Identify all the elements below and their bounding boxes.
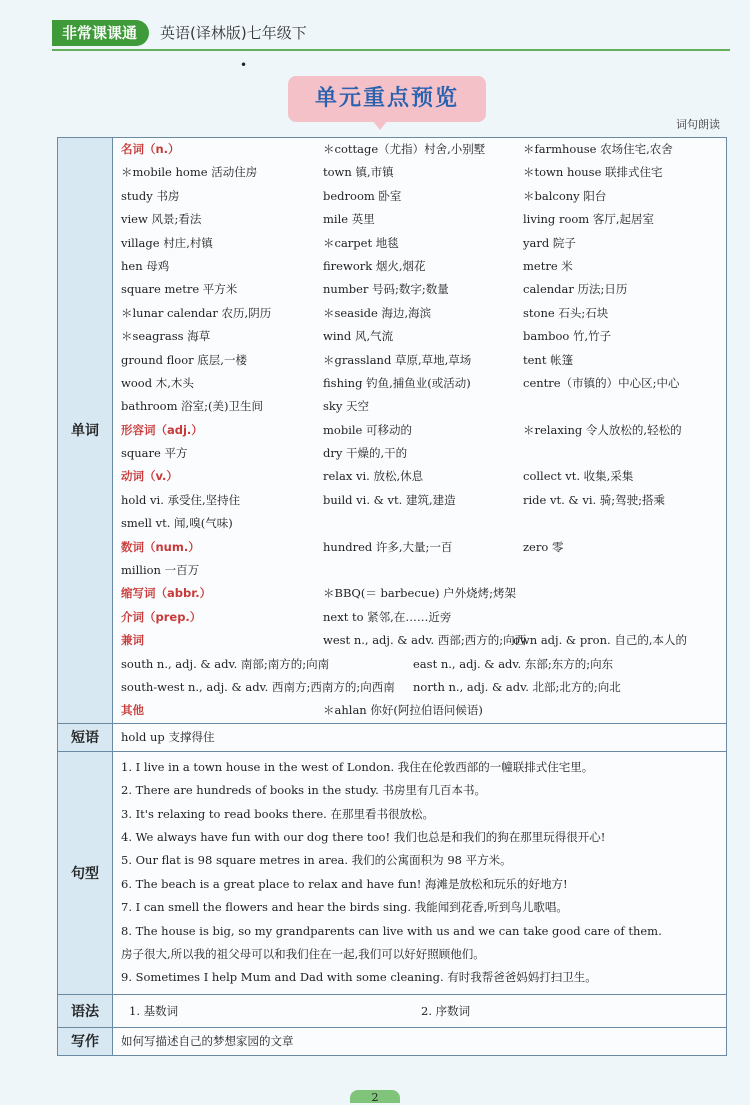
word-row — [113, 255, 726, 278]
word-entry: own adj. & pron. 自己的,本人的 — [513, 633, 687, 648]
word-row — [113, 302, 726, 325]
word-row — [113, 512, 726, 535]
word-entry: ＊cottage（尤指）村舍,小别墅 — [323, 142, 486, 156]
word-entry: south n., adj. & adv. 南部;南方的;向南 — [121, 656, 330, 671]
grammar-cell — [113, 994, 727, 1027]
sentence-list — [113, 751, 727, 994]
word-entry: next to 紧邻,在……近旁 — [323, 609, 452, 624]
word-row — [113, 232, 726, 255]
word-entry: ground floor 底层,一楼 — [121, 352, 247, 367]
category-phrases: 短语 — [58, 723, 113, 751]
title-pointer — [372, 120, 388, 130]
phrase-text: hold up 支撑得住 — [113, 723, 727, 751]
word-row — [113, 372, 726, 395]
word-entry: east n., adj. & adv. 东部;东方的;向东 — [413, 656, 614, 671]
word-entry: mobile 可移动的 — [323, 422, 413, 437]
word-entry: ＊carpet 地毯 — [323, 235, 399, 250]
word-row — [113, 582, 726, 605]
page-title: 单元重点预览 — [288, 76, 486, 122]
word-entry: firework 烟火,烟花 — [323, 258, 426, 273]
part-of-speech-label: 名词（n.） — [121, 142, 180, 156]
category-words: 单词 — [58, 138, 113, 724]
read-aloud-label[interactable]: 词句朗读 — [676, 118, 720, 131]
word-row — [113, 442, 726, 465]
grammar-item: 2. 序数词 — [421, 1003, 471, 1018]
page-number: 2 — [350, 1090, 400, 1103]
word-entry: hold vi. 承受住,坚持住 — [121, 492, 241, 507]
word-entry: mile 英里 — [323, 212, 375, 227]
header-divider — [52, 49, 730, 51]
word-row — [113, 349, 726, 372]
word-row — [113, 185, 726, 208]
word-entry: sky 天空 — [323, 399, 370, 414]
word-row — [113, 606, 726, 629]
part-of-speech-label: 动词（v.） — [121, 469, 178, 484]
phrases-section — [58, 723, 727, 751]
word-entry: tent 帐篷 — [523, 352, 574, 367]
word-grid — [113, 138, 727, 724]
word-entry: metre 米 — [523, 258, 573, 273]
sentence-item: 4. We always have fun with our dog there too! 我们也总是和我们的狗在那里玩得很开心! — [121, 829, 606, 844]
word-entry: number 号码;数字;数量 — [323, 282, 449, 297]
word-entry: million 一百万 — [121, 563, 200, 578]
word-entry: smell vt. 闻,嗅(气味) — [121, 516, 233, 531]
word-entry: build vi. & vt. 建筑,建造 — [323, 492, 456, 507]
word-entry: square metre 平方米 — [121, 282, 238, 297]
sentence-item: 8. The house is big, so my grandparents can live with us and we can take good care of them. — [121, 923, 662, 938]
word-entry: ＊town house 联排式住宅 — [523, 165, 663, 180]
word-entry: west n., adj. & adv. 西部;西方的;向西 — [323, 633, 527, 648]
word-entry: bedroom 卧室 — [323, 188, 402, 203]
sentence-item: 3. It's relaxing to read books there. 在那里看书很放松。 — [121, 806, 434, 821]
part-of-speech-label: 兼词 — [121, 633, 144, 648]
word-row — [113, 419, 726, 442]
part-of-speech-label: 形容词（adj.） — [121, 422, 203, 437]
word-entry: ＊seagrass 海草 — [121, 329, 211, 344]
category-grammar: 语法 — [58, 994, 113, 1027]
word-entry: south-west n., adj. & adv. 西南方;西南方的;向西南 — [121, 679, 395, 694]
words-section — [58, 138, 727, 724]
sentence-item: 7. I can smell the flowers and hear the birds sing. 我能闻到花香,听到鸟儿歌唱。 — [121, 900, 568, 915]
writing-text: 如何写描述自己的梦想家园的文章 — [113, 1027, 727, 1055]
sentence-item: 5. Our flat is 98 square metres in area. 我们的公寓面积为 98 平方米。 — [121, 853, 512, 868]
sentences-section — [58, 751, 727, 994]
word-row — [113, 278, 726, 301]
word-entry: ＊balcony 阳台 — [523, 188, 607, 203]
word-entry: ＊ahlan 你好(阿拉伯语问候语) — [323, 703, 483, 718]
sentence-item: 1. I live in a town house in the west of London. 我住在伦敦西部的一幢联排式住宅里。 — [121, 759, 594, 774]
word-entry: ＊lunar calendar 农历,阴历 — [121, 305, 272, 320]
word-entry: fishing 钓鱼,捕鱼业(或活动) — [323, 375, 471, 390]
grammar-section — [58, 994, 727, 1027]
word-row — [113, 676, 726, 699]
word-row — [113, 629, 726, 652]
word-entry: wind 风,气流 — [323, 329, 394, 344]
writing-section — [58, 1027, 727, 1055]
word-entry: ride vt. & vi. 骑;驾驶;搭乘 — [523, 492, 666, 507]
word-entry: wood 木,木头 — [121, 375, 194, 390]
category-sentences: 句型 — [58, 751, 113, 994]
sentence-item: 6. The beach is a great place to relax and have fun! 海滩是放松和玩乐的好地方! — [121, 876, 568, 891]
word-entry: ＊mobile home 活动住房 — [121, 165, 258, 180]
part-of-speech-label: 缩写词（abbr.） — [121, 586, 212, 601]
word-entry: yard 院子 — [523, 235, 576, 250]
subject-label: 英语(译林版)七年级下 — [160, 24, 307, 42]
part-of-speech-label: 数词（num.） — [121, 539, 200, 554]
word-entry: living room 客厅,起居室 — [523, 212, 655, 227]
word-entry: study 书房 — [121, 188, 180, 203]
word-entry: zero 零 — [523, 539, 564, 554]
sentence-item: 2. There are hundreds of books in the study. 书房里有几百本书。 — [121, 783, 486, 798]
word-entry: centre（市镇的）中心区;中心 — [523, 375, 680, 390]
word-entry: collect vt. 收集,采集 — [523, 469, 634, 484]
word-row — [113, 559, 726, 582]
word-entry: view 风景;看法 — [121, 212, 202, 227]
word-entry: ＊grassland 草原,草地,草场 — [323, 352, 472, 367]
word-row — [113, 325, 726, 348]
part-of-speech-label: 介词（prep.） — [121, 609, 202, 624]
word-row — [113, 536, 726, 559]
word-row — [113, 653, 726, 676]
word-entry: town 镇,市镇 — [323, 165, 394, 180]
category-writing: 写作 — [58, 1027, 113, 1055]
decorative-dot: • — [240, 58, 248, 72]
word-entry: ＊BBQ(＝ barbecue) 户外烧烤;烤架 — [323, 586, 517, 601]
word-row — [113, 699, 726, 722]
word-entry: relax vi. 放松,休息 — [323, 469, 424, 484]
word-entry: hen 母鸡 — [121, 258, 170, 273]
word-entry: north n., adj. & adv. 北部;北方的;向北 — [413, 679, 621, 694]
word-row — [113, 138, 726, 161]
word-entry: ＊relaxing 令人放松的,轻松的 — [523, 422, 682, 437]
sentence-item: 房子很大,所以我的祖父母可以和我们住在一起,我们可以好好照顾他们。 — [121, 947, 485, 962]
word-entry: village 村庄,村镇 — [121, 235, 213, 250]
sentence-item: 9. Sometimes I help Mum and Dad with some cleaning. 有时我帮爸爸妈妈打扫卫生。 — [121, 970, 597, 985]
word-entry: ＊seaside 海边,海滨 — [323, 305, 432, 320]
brand-label: 非常课课通 — [52, 20, 149, 46]
word-row — [113, 395, 726, 418]
word-row — [113, 161, 726, 184]
grammar-item: 1. 基数词 — [129, 1003, 179, 1018]
word-entry: dry 干燥的,干的 — [323, 446, 408, 461]
word-row — [113, 208, 726, 231]
word-entry: bathroom 浴室;(美)卫生间 — [121, 399, 263, 414]
part-of-speech-label: 其他 — [121, 703, 144, 718]
word-entry: hundred 许多,大量;一百 — [323, 539, 453, 554]
word-entry: calendar 历法;日历 — [523, 282, 628, 297]
word-entry: ＊farmhouse 农场住宅,农舍 — [523, 142, 673, 156]
word-entry: stone 石头;石块 — [523, 305, 609, 320]
word-entry: square 平方 — [121, 446, 188, 461]
word-entry: bamboo 竹,竹子 — [523, 329, 612, 344]
page-header — [0, 18, 750, 50]
summary-table — [57, 137, 727, 1056]
word-row — [113, 465, 726, 488]
word-row — [113, 489, 726, 512]
